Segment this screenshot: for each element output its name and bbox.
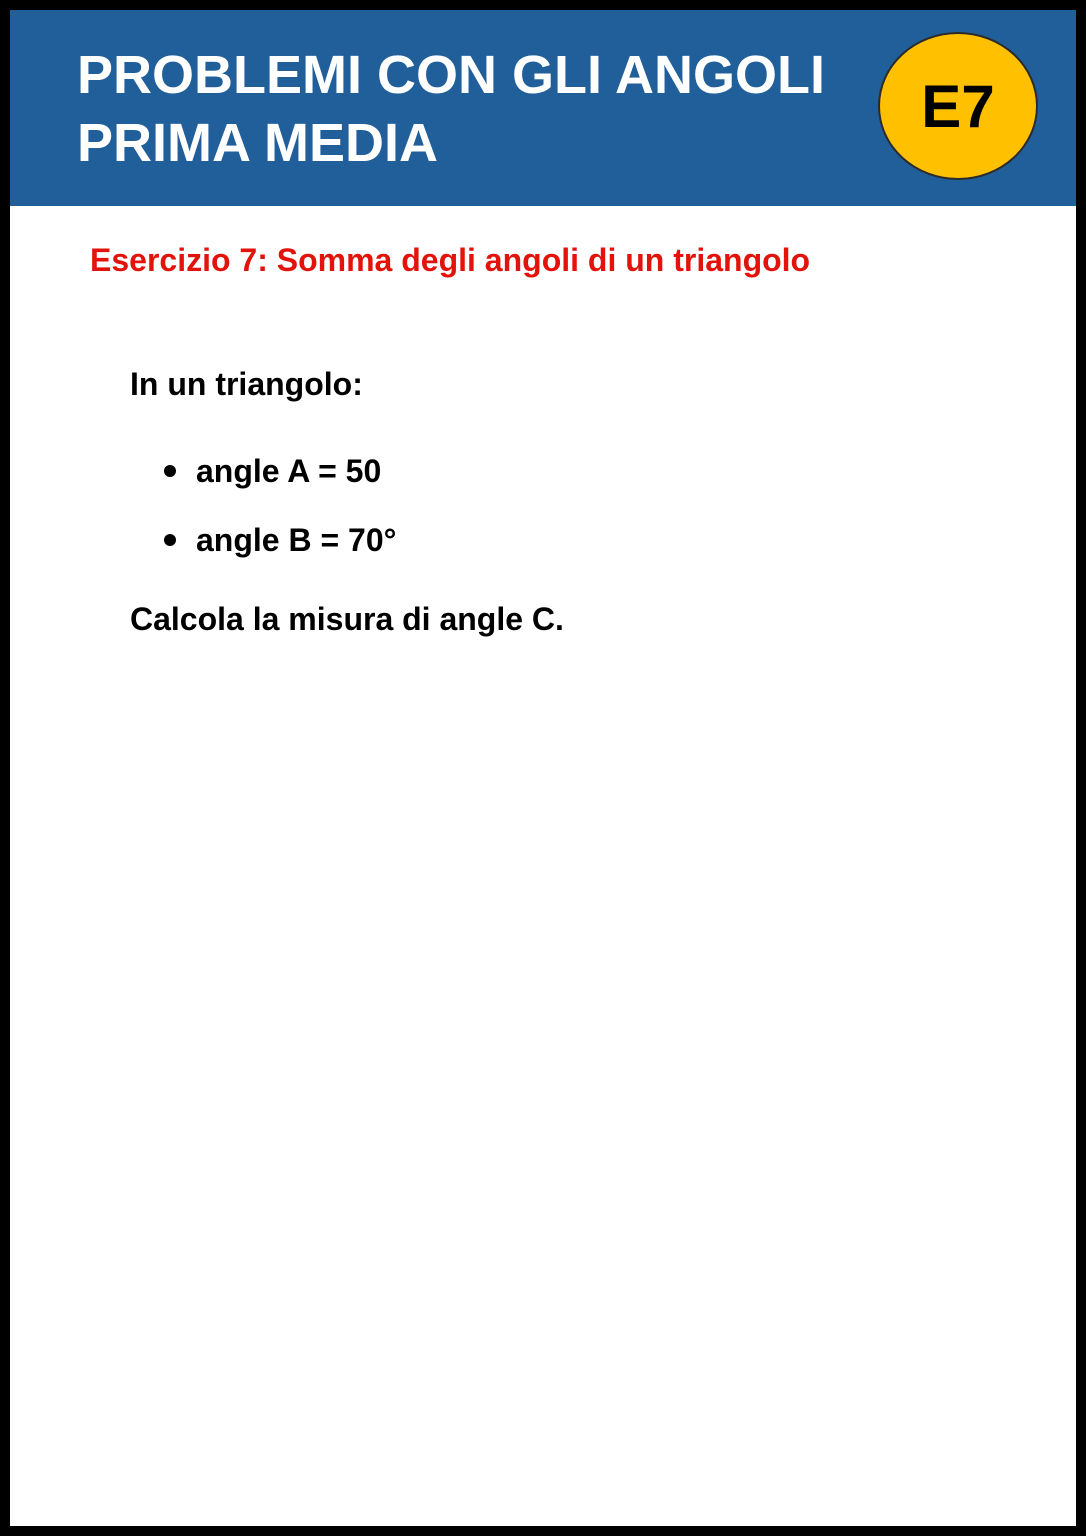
- title-line-1: PROBLEMI CON GLI ANGOLI: [77, 45, 825, 105]
- bullet-icon: [164, 534, 176, 546]
- list-item: [130, 448, 396, 517]
- problem-intro: In un triangolo:: [130, 366, 363, 402]
- given-angle-a: angle A = 50: [196, 453, 382, 489]
- given-angle-b: angle B = 70°: [196, 522, 397, 558]
- header-band: [10, 10, 1076, 206]
- bullet-icon: [164, 465, 176, 477]
- page-title: [77, 41, 825, 177]
- title-line-2: PRIMA MEDIA: [77, 113, 438, 173]
- exercise-badge: E7: [878, 32, 1038, 180]
- given-angles-list: [130, 448, 396, 586]
- problem-question: Calcola la misura di angle C.: [130, 601, 564, 637]
- exercise-heading: Esercizio 7: Somma degli angoli di un triangolo: [90, 242, 811, 278]
- list-item: [130, 517, 396, 586]
